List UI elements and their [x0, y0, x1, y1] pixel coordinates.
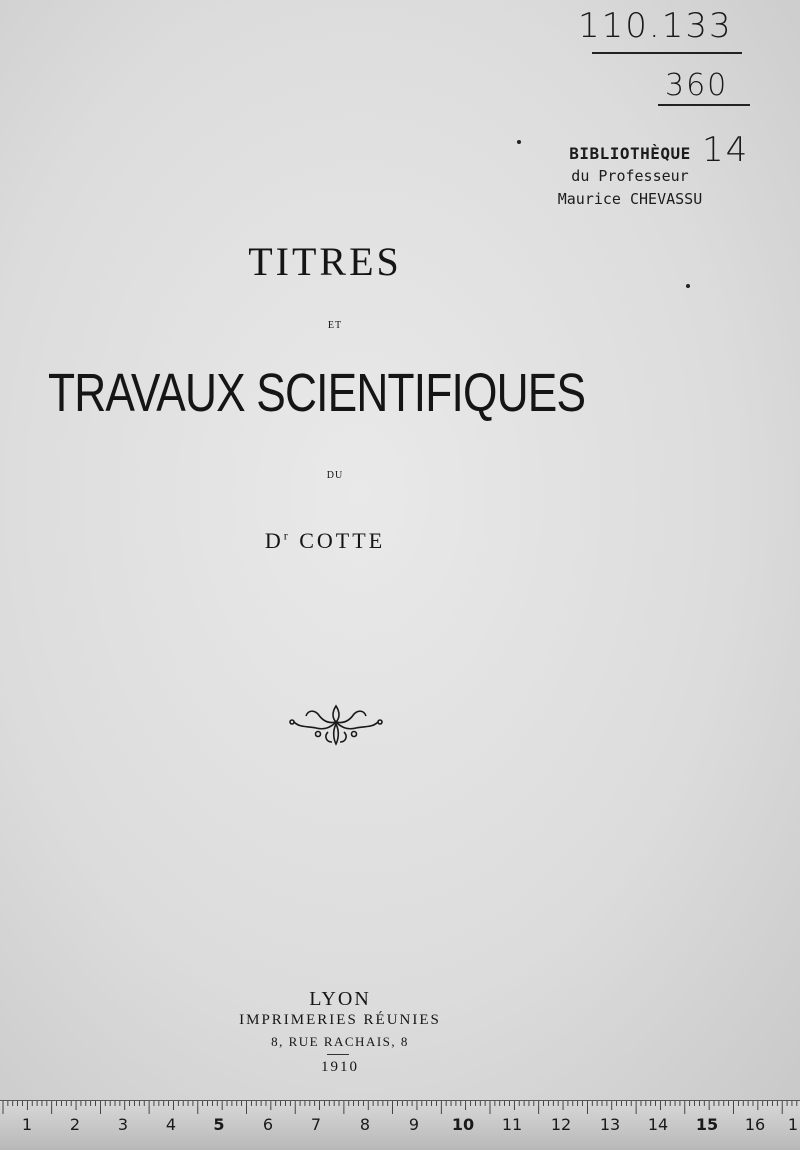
- author-prefix-superscript: r: [283, 528, 291, 543]
- title-line-titres: TITRES: [248, 239, 402, 284]
- fleuron-ornament-icon: [288, 702, 384, 748]
- ruler-ticks: [0, 1101, 800, 1115]
- ruler-number: 2: [69, 1115, 81, 1134]
- imprint-divider: [327, 1054, 349, 1055]
- title-preposition: DU: [326, 470, 344, 481]
- author-name: COTTE: [299, 528, 386, 553]
- stamp-line-professor: du Professeur: [571, 167, 689, 185]
- ruler-number: 16: [744, 1115, 766, 1134]
- ruler-number: 10: [451, 1115, 475, 1134]
- ruler-number: 1: [787, 1115, 799, 1134]
- ruler-number: 5: [213, 1115, 225, 1134]
- title-conjunction: ET: [327, 320, 343, 331]
- ruler-number: 15: [695, 1115, 719, 1134]
- stamp-line-library: BIBLIOTHÈQUE: [569, 144, 691, 163]
- imprint-press: IMPRIMERIES RÉUNIES: [239, 1012, 441, 1028]
- ruler-number: 8: [359, 1115, 371, 1134]
- author-prefix: D: [264, 528, 284, 553]
- ruler-number: 9: [408, 1115, 420, 1134]
- ruler-number: 7: [310, 1115, 322, 1134]
- library-stamp: [530, 142, 730, 211]
- ruler-number: 1: [21, 1115, 33, 1134]
- handwritten-shelf-number: 360: [665, 68, 729, 103]
- ruler-number: 6: [262, 1115, 274, 1134]
- ruler-number: 13: [599, 1115, 621, 1134]
- speck: [686, 284, 690, 288]
- imprint-address: 8, RUE RACHAIS, 8: [271, 1034, 409, 1049]
- ruler-number: 3: [117, 1115, 129, 1134]
- measuring-ruler: [0, 1100, 800, 1150]
- stamp-line-name: Maurice CHEVASSU: [557, 190, 703, 208]
- title-line-travaux: TRAVAUX SCIENTIFIQUES: [48, 363, 586, 423]
- ruler-number: 14: [647, 1115, 669, 1134]
- ruler-number: 4: [165, 1115, 177, 1134]
- author-line: [0, 528, 650, 554]
- handwritten-volume-number: 14: [702, 130, 750, 170]
- ruler-number: 12: [550, 1115, 572, 1134]
- imprint-year: 1910: [321, 1059, 359, 1075]
- imprint-city: LYON: [309, 988, 371, 1010]
- handwritten-underline: [658, 104, 750, 106]
- handwritten-catalog-number: 110.133: [578, 6, 733, 46]
- ruler-number: 11: [501, 1115, 523, 1134]
- speck: [517, 140, 521, 144]
- handwritten-underline: [592, 52, 742, 54]
